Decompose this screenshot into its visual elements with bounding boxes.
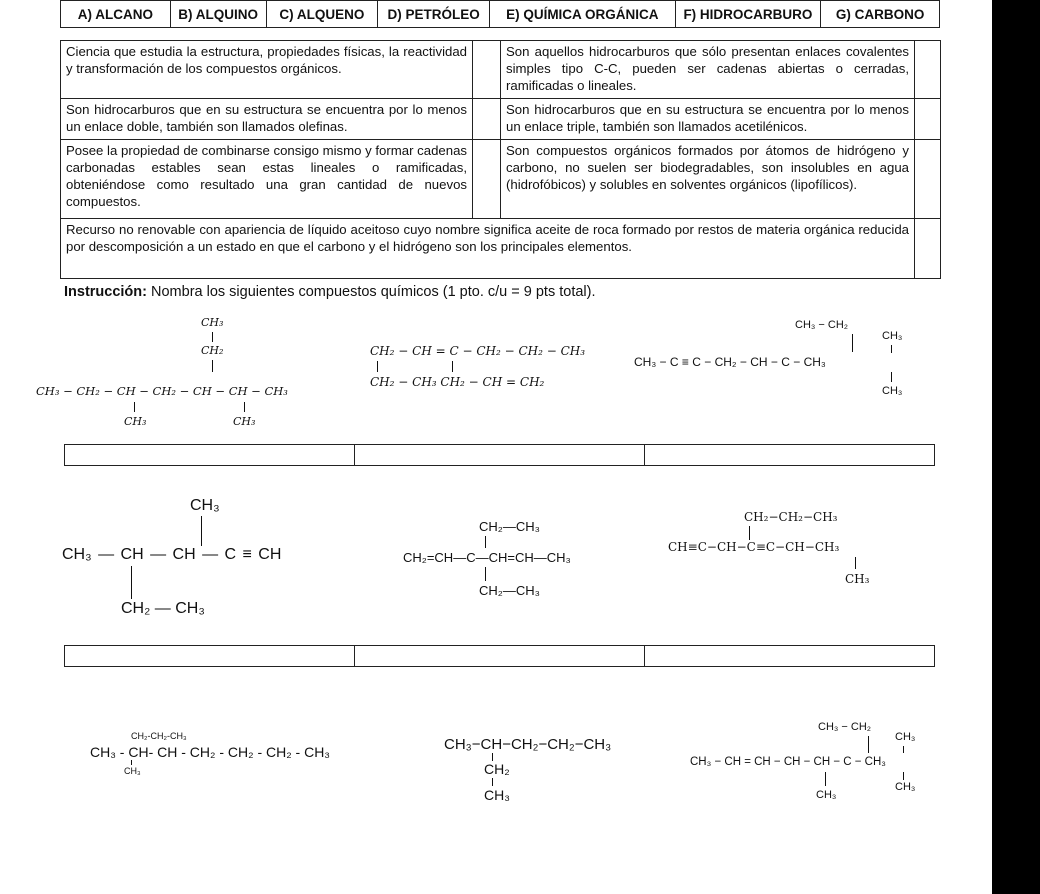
definition-text: Ciencia que estudia la estructura, propiedades físicas, la reactividad y transformación de los compuestos orgánicos. bbox=[61, 41, 473, 99]
c6-main: CH≡C−CH−C≡C−CH−CH₃ bbox=[668, 540, 840, 554]
c7-bot: CH₃ bbox=[124, 766, 141, 776]
answer-cell[interactable] bbox=[915, 219, 941, 279]
c3-bot: CH₃ bbox=[882, 385, 903, 397]
c3-top2: CH₃ bbox=[882, 330, 903, 342]
c4-bot: CH₂ — CH₃ bbox=[121, 600, 205, 617]
option-b: B) ALQUINO bbox=[171, 1, 267, 27]
option-c: C) ALQUENO bbox=[267, 1, 379, 27]
c1-bot1: CH₃ bbox=[124, 415, 147, 428]
c9-top: CH₃ − CH₂ bbox=[818, 721, 872, 733]
definition-text: Son aquellos hidrocarburos que sólo presentan enlaces covalentes simples tipo C-C, pueden ser cadenas abiertas o cerradas, ramificadas o lineales. bbox=[501, 41, 915, 99]
c4-main: CH₃ — CH — CH — C ≡ CH bbox=[62, 546, 282, 563]
definition-text: Recurso no renovable con apariencia de líquido aceitoso cuyo nombre significa aceite de roca formado por restos de materia orgánica reducida por descomposición a un estado en que el carbono y el hidrógeno son los principales elementos. bbox=[61, 219, 915, 279]
answer-box[interactable] bbox=[65, 445, 355, 465]
answer-cell[interactable] bbox=[915, 99, 941, 140]
options-header bbox=[60, 0, 940, 28]
definition-text: Son hidrocarburos que en su estructura se encuentra por lo menos un enlace triple, también son llamados acetilénicos. bbox=[501, 99, 915, 140]
answer-box[interactable] bbox=[645, 646, 934, 666]
answer-row-2 bbox=[64, 645, 935, 667]
option-f: F) HIDROCARBURO bbox=[676, 1, 822, 27]
option-a: A) ALCANO bbox=[61, 1, 171, 27]
c7-main: CH₃ - CH- CH - CH₂ - CH₂ - CH₂ - CH₃ bbox=[90, 744, 331, 760]
c4-top: CH₃ bbox=[190, 497, 220, 514]
c9-bot1: CH₃ bbox=[816, 789, 837, 801]
c5-main: CH₂=CH—C—CH=CH—CH₃ bbox=[403, 550, 571, 565]
c5-bot: CH₂—CH₃ bbox=[479, 583, 540, 598]
answer-box[interactable] bbox=[355, 445, 645, 465]
option-e: E) QUÍMICA ORGÁNICA bbox=[490, 1, 676, 27]
c2-line1: CH₂ − CH = C − CH₂ − CH₂ − CH₃ bbox=[370, 344, 586, 358]
c6-top: CH₂−CH₂−CH₃ bbox=[744, 510, 838, 524]
c1-bot2: CH₃ bbox=[233, 415, 256, 428]
definition-text: Son hidrocarburos que en su estructura se encuentra por lo menos un enlace doble, también son llamados olefinas. bbox=[61, 99, 473, 140]
table-row bbox=[61, 219, 941, 279]
option-d: D) PETRÓLEO bbox=[378, 1, 490, 27]
answer-cell[interactable] bbox=[915, 41, 941, 99]
answer-cell[interactable] bbox=[473, 41, 501, 99]
definition-text: Posee la propiedad de combinarse consigo mismo y formar cadenas carbonadas estables sean estas lineales o ramificadas, obteniéndose como resultado una gran cantidad de nuevos compuestos. bbox=[61, 140, 473, 219]
c2-line2: CH₂ − CH₃ CH₂ − CH = CH₂ bbox=[370, 375, 545, 389]
c9-top2: CH₃ bbox=[895, 731, 916, 743]
c8-main: CH₃−CH−CH₂−CH₂−CH₃ bbox=[444, 736, 612, 753]
instruction-text: Nombra los siguientes compuestos químicos (1 pto. c/u = 9 pts total). bbox=[146, 284, 596, 300]
c7-top: CH₂-CH₂-CH₃ bbox=[131, 731, 187, 741]
answer-cell[interactable] bbox=[473, 99, 501, 140]
option-g: G) CARBONO bbox=[835, 6, 925, 22]
instruction-label: Instrucción: bbox=[64, 284, 147, 300]
answer-row-1 bbox=[64, 444, 935, 466]
scan-edge bbox=[992, 0, 1040, 894]
table-row bbox=[61, 41, 941, 99]
c8-bot: CH₃ bbox=[484, 787, 510, 803]
c1-top1: CH₃ bbox=[201, 316, 224, 329]
c9-bot2: CH₃ bbox=[895, 781, 916, 793]
c9-main: CH₃ − CH = CH − CH − CH − C − CH₃ bbox=[690, 756, 886, 768]
c1-top2: CH₂ bbox=[201, 344, 224, 357]
c1-main: CH₃ − CH₂ − CH − CH₂ − CH − CH − CH₃ bbox=[36, 384, 288, 398]
table-row bbox=[61, 99, 941, 140]
answer-cell[interactable] bbox=[473, 140, 501, 219]
c3-top: CH₃ − CH₂ bbox=[795, 319, 849, 331]
c6-bot: CH₃ bbox=[845, 572, 870, 586]
c3-main: CH₃ − C ≡ C − CH₂ − CH − C − CH₃ bbox=[634, 355, 826, 369]
table-row bbox=[61, 140, 941, 219]
answer-box[interactable] bbox=[645, 445, 934, 465]
definition-text: Son compuestos orgánicos formados por átomos de hidrógeno y carbono, no suelen ser biodegradables, son insolubles en agua (hidrofóbicos) y solubles en solventes orgánicos (lipofílicos). bbox=[501, 140, 915, 219]
c8-mid: CH₂ bbox=[484, 761, 510, 777]
answer-box[interactable] bbox=[355, 646, 645, 666]
answer-box[interactable] bbox=[65, 646, 355, 666]
answer-cell[interactable] bbox=[915, 140, 941, 219]
c5-top: CH₂—CH₃ bbox=[479, 519, 540, 534]
definitions-table bbox=[60, 40, 941, 279]
instruction bbox=[64, 284, 596, 300]
